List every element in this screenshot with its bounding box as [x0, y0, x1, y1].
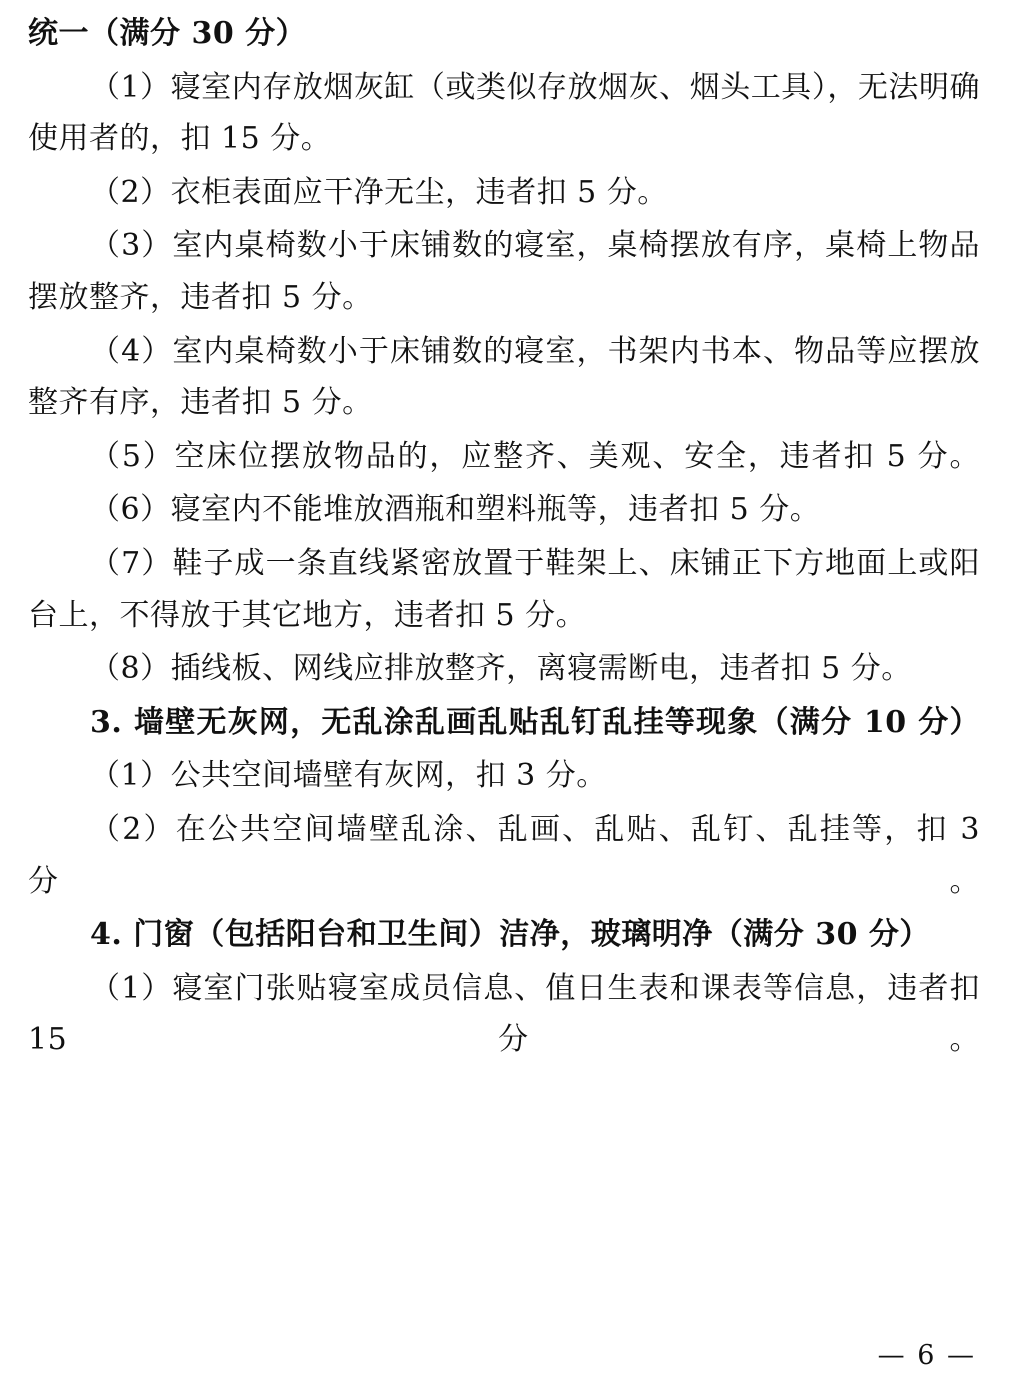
clause-item: （8）插线板、网线应排放整齐，离寝需断电，违者扣 5 分。	[90, 651, 912, 687]
clause-item: （3）室内桌椅数小于床铺数的寝室，桌椅摆放有序，桌椅上物品摆放整齐，违者扣 5 分。	[28, 228, 980, 315]
section-heading-4: 4. 门窗（包括阳台和卫生间）洁净，玻璃明净（满分 30 分）	[90, 917, 930, 953]
clause-item: （5）空床位摆放物品的，应整齐、美观、安全，违者扣 5 分。	[90, 438, 980, 474]
clause-item: （4）室内桌椅数小于床铺数的寝室，书架内书本、物品等应摆放整齐有序，违者扣 5 分。	[28, 333, 980, 421]
clause-item: （2）在公共空间墙壁乱涂、乱画、乱贴、乱钉、乱挂等，扣 3 分。	[28, 811, 991, 899]
clause-item: （7）鞋子成一条直线紧密放置于鞋架上、床铺正下方地面上或阳台上，不得放于其它地方，违者扣 5 分。	[28, 545, 980, 633]
clause-item: （1）公共空间墙壁有灰网，扣 3 分。	[90, 758, 607, 794]
clause-item: （2）衣柜表面应干净无尘，违者扣 5 分。	[90, 174, 668, 210]
section-heading-3: 3. 墙壁无灰网，无乱涂乱画乱贴乱钉乱挂等现象（满分 10 分）	[90, 704, 980, 740]
clause-item: （6）寝室内不能堆放酒瓶和塑料瓶等，违者扣 5 分。	[90, 492, 821, 528]
clause-item: （1）寝室门张贴寝室成员信息、值日生表和课表等信息，违者扣 15 分。	[28, 970, 991, 1058]
clause-item: （1）寝室内存放烟灰缸（或类似存放烟灰、烟头工具），无法明确使用者的，扣 15 分。	[28, 69, 980, 157]
page-number: — 6 —	[877, 1340, 976, 1371]
section-heading-continuation: 统一（满分 30 分）	[28, 16, 307, 51]
